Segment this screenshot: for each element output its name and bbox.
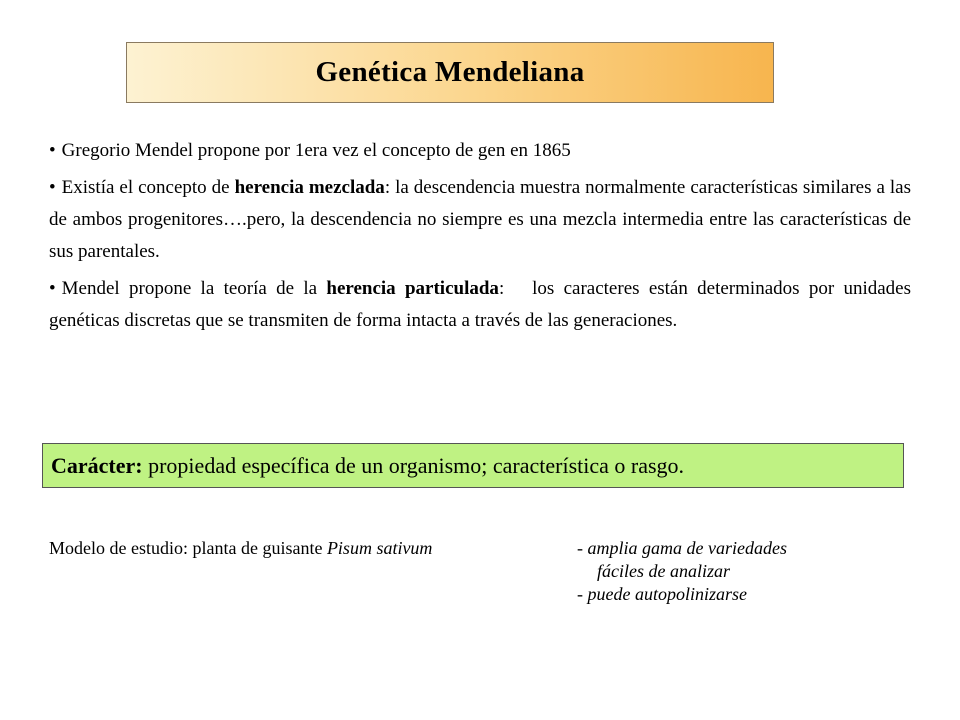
bullet-text-pre: Existía el concepto de xyxy=(61,177,235,198)
feature-text: puede autopolinizarse xyxy=(587,584,747,604)
bullet-item-mendel-gen xyxy=(49,135,911,167)
bullet-item-herencia-mezclada xyxy=(49,172,911,268)
definition-text: propiedad específica de un organismo; característica o rasgo. xyxy=(142,452,685,478)
feature-dash: - xyxy=(577,538,588,558)
bullet-icon: • xyxy=(49,278,56,299)
feature-line xyxy=(577,560,787,583)
bullet-text-post: : los caracteres están determinados por unidades genéticas discretas que se transmiten de forma intacta a través de las generaciones. xyxy=(49,278,916,331)
bullet-text-post: : la descendencia muestra normalmente características similares a las de ambos progenitores….pero, la descendencia no siempre es una mezcla intermedia entre las características de sus parentales. xyxy=(49,177,911,262)
bullet-icon: • xyxy=(49,177,56,198)
bullet-text: Gregorio Mendel propone por 1era vez el concepto de gen en 1865 xyxy=(61,140,571,161)
title-banner xyxy=(126,42,774,103)
bullet-item-herencia-particulada xyxy=(49,273,916,337)
bullet-bold-term: herencia particulada xyxy=(326,278,499,299)
bullet-icon: • xyxy=(49,140,56,161)
feature-line xyxy=(577,583,787,606)
bullet-list xyxy=(49,135,916,342)
definition-term: Carácter: xyxy=(51,452,143,478)
feature-line xyxy=(577,537,787,560)
study-model xyxy=(49,537,432,560)
page-title: Genética Mendeliana xyxy=(315,56,585,88)
model-label: Modelo de estudio: planta de guisante xyxy=(49,538,327,558)
bullet-bold-term: herencia mezclada xyxy=(234,177,385,198)
definition-box xyxy=(42,443,904,488)
feature-text: amplia gama de variedades xyxy=(587,538,787,558)
feature-dash: - xyxy=(577,584,588,604)
model-species: Pisum sativum xyxy=(326,538,433,558)
model-features xyxy=(577,537,787,606)
feature-text: fáciles de analizar xyxy=(597,561,730,581)
bullet-text-pre: Mendel propone la teoría de la xyxy=(61,278,327,299)
